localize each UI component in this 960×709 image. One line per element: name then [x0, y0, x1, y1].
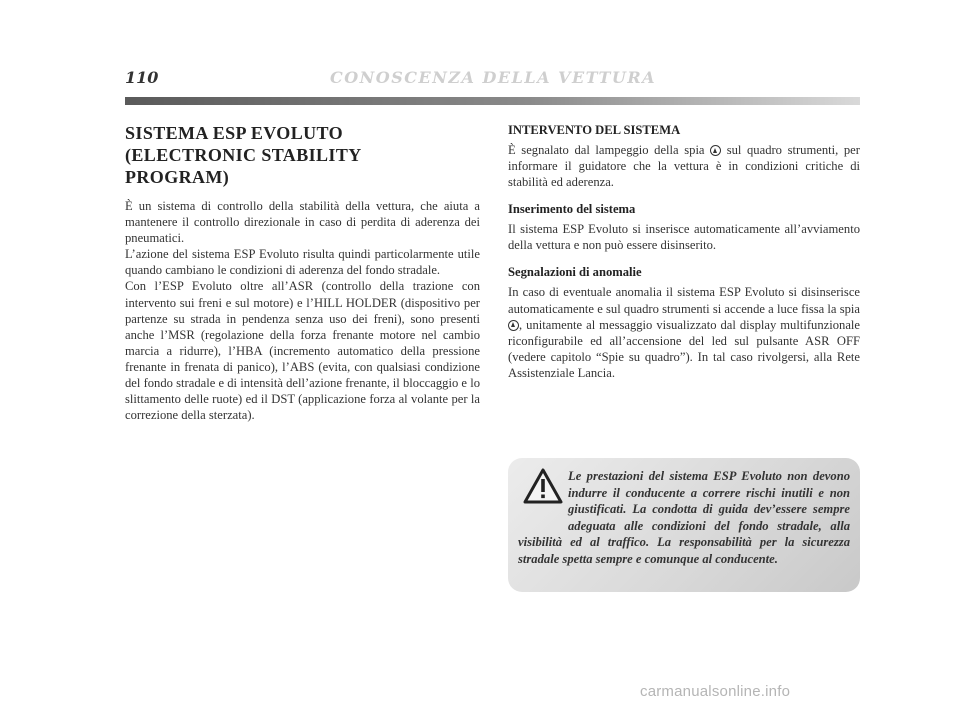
esp-warning-lamp-icon: [710, 145, 721, 156]
warning-box: [508, 458, 860, 592]
left-column: [125, 122, 480, 423]
intervento-text: [508, 142, 860, 190]
anomalie-section: [508, 264, 860, 381]
inserimento-heading: Inserimento del sistema: [508, 202, 636, 217]
anomalie-heading: Segnalazioni di anomalie: [508, 265, 642, 280]
title-line-2: (ELECTRONIC STABILITY: [125, 145, 362, 165]
intro-paragraph-2: L’azione del sistema ESP Evoluto risulta quindi particolarmente utile quando cambiano le condizioni di aderenza del fondo stradale.: [125, 247, 480, 278]
header-rule: [125, 97, 860, 105]
inserimento-section: [508, 201, 860, 253]
inserimento-text: Il sistema ESP Evoluto si inserisce automaticamente all’avviamento della vettura e non può essere disinserito.: [508, 222, 860, 253]
intervento-heading: INTERVENTO DEL SISTEMA: [508, 123, 681, 137]
warning-icon-space: [518, 468, 568, 518]
title-line-3: PROGRAM): [125, 167, 230, 187]
page-header: [125, 68, 860, 90]
watermark: carmanualsonline.info: [640, 683, 791, 700]
warning-text: [518, 468, 850, 568]
intro-paragraph-3: Con l’ESP Evoluto oltre all’ASR (controllo della trazione con intervento sui freni e sul motore) e l’HILL HOLDER (dispositivo per partenze su strada in pendenza senza uso dei freni), sono presenti anche l’MSR (regolazione della forza frenante motore nel cambio marcia a ridurre), l’HBA (incremento automatico della pressione frenante in frenata di panico), l’ABS (evita, con qualsiasi condizione del fondo stradale e di intensità dell’azione frenante, il bloccaggio e lo slittamento delle ruote) ed il DST (applicazione forza al volante per la correzione della sterzata).: [125, 279, 480, 423]
intervento-text-a: È segnalato dal lampeggio della spia: [508, 143, 705, 157]
intervento-section: [508, 122, 860, 190]
section-title: [125, 122, 480, 188]
intro-paragraph-1: È un sistema di controllo della stabilità della vettura, che aiuta a mantenere il controllo direzionale in caso di perdita di aderenza dei pneumatici.: [125, 199, 480, 246]
anomalie-text: [508, 284, 860, 381]
running-title: CONOSCENZA DELLA VETTURA: [330, 68, 657, 87]
warning-message: Le prestazioni del sistema ESP Evoluto non devono indurre il conducente a correre rischi inutili e non giustificati. La condotta di guida dev’essere sempre adeguata alle condizioni del fondo stradale, alla visibilità ed al traffico. La responsabilità per la sicurezza stradale spetta sempre e comunque al conducente.: [518, 469, 850, 566]
esp-warning-lamp-icon: [508, 320, 519, 331]
anomalie-text-a: In caso di eventuale anomalia il sistema ESP Evoluto si disinserisce automaticamente e sul quadro strumenti si accende a luce fissa la spia: [508, 285, 860, 316]
intervento-text-b: sul quadro strumenti, per informare il guidatore che la vettura è in condizioni critiche di stabilità ed aderenza.: [508, 143, 860, 190]
title-line-1: SISTEMA ESP EVOLUTO: [125, 123, 343, 143]
anomalie-text-b: , unitamente al messaggio visualizzato dal display multifunzionale riconfigurabile ed all’accensione del led sul pulsante ASR OFF (vedere capitolo “Spie su quadro”). In tal caso rivolgersi, alla Rete Assistenziale Lancia.: [508, 317, 860, 380]
right-column: [508, 122, 860, 392]
page-number: 110: [125, 68, 159, 87]
